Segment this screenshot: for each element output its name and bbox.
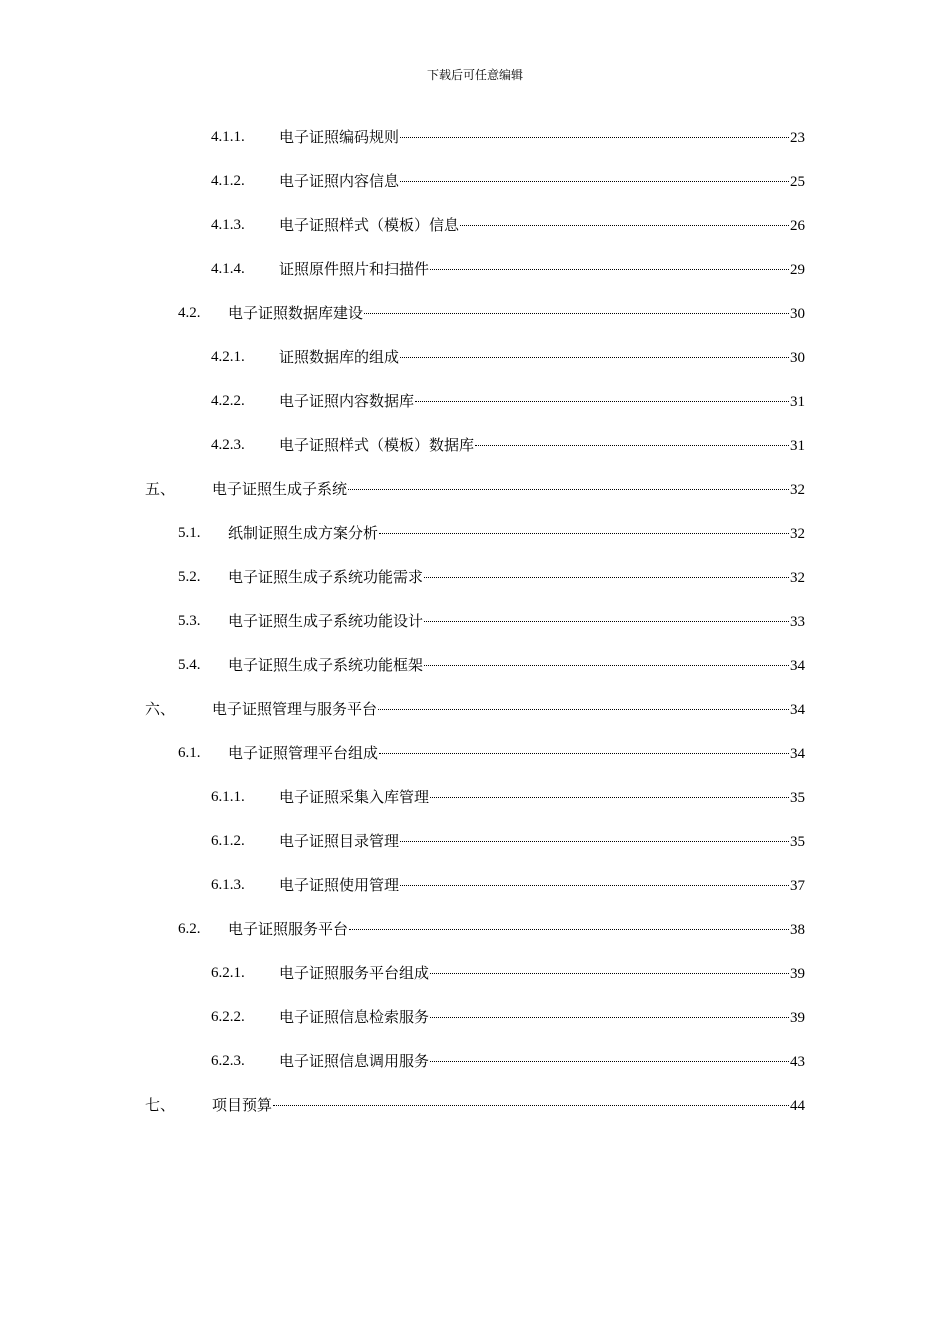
toc-entry-number: 6.2. [178,921,201,937]
toc-entry-line [279,170,805,193]
toc-entry[interactable] [0,126,950,170]
toc-entry-page-number: 33 [790,614,805,630]
dot-leader [430,973,789,974]
toc-entry-line [212,698,805,721]
toc-entry-title: 项目预算 [212,1096,273,1114]
toc-entry-page-number: 26 [790,218,805,234]
toc-entry[interactable] [0,170,950,214]
toc-entry-number: 4.1.1. [211,129,245,145]
toc-entry-number: 5.4. [178,657,201,673]
dot-leader [400,137,789,138]
toc-entry-title: 电子证照使用管理 [279,876,400,894]
dot-leader [349,929,789,930]
toc-entry-number: 4.1.2. [211,173,245,189]
toc-entry-page-number: 31 [790,394,805,410]
dot-leader [273,1105,789,1106]
toc-entry-line [228,610,805,633]
toc-entry-page-number: 29 [790,262,805,278]
toc-entry-page-number: 25 [790,174,805,190]
toc-entry[interactable] [0,522,950,566]
toc-entry-number: 5.3. [178,613,201,629]
toc-entry[interactable] [0,698,950,742]
toc-entry-line [228,654,805,677]
toc-entry-page-number: 31 [790,438,805,454]
dot-leader [379,533,789,534]
toc-entry-page-number: 23 [790,130,805,146]
toc-entry-title: 电子证照服务平台 [228,920,349,938]
toc-entry-page-number: 32 [790,570,805,586]
toc-entry[interactable] [0,390,950,434]
toc-entry-title: 电子证照生成子系统功能设计 [228,612,424,630]
toc-entry-number: 6.2.1. [211,965,245,981]
toc-entry-number: 4.2. [178,305,201,321]
toc-entry-number: 6.2.3. [211,1053,245,1069]
toc-entry-title: 电子证照服务平台组成 [279,964,430,982]
toc-entry-number: 七、 [145,1096,176,1114]
toc-entry-page-number: 35 [790,790,805,806]
toc-entry[interactable] [0,654,950,698]
toc-entry-line [228,302,805,325]
dot-leader [424,665,789,666]
dot-leader [400,181,789,182]
dot-leader [400,841,789,842]
dot-leader [430,797,789,798]
toc-entry[interactable] [0,1094,950,1138]
toc-entry-title: 电子证照生成子系统功能框架 [228,656,424,674]
dot-leader [424,621,789,622]
toc-entry-line [279,830,805,853]
toc-entry-title: 电子证照信息检索服务 [279,1008,430,1026]
toc-entry[interactable] [0,1006,950,1050]
toc-entry-line [279,126,805,149]
toc-entry-line [279,258,805,281]
toc-entry-page-number: 34 [790,658,805,674]
toc-entry-title: 电子证照目录管理 [279,832,400,850]
toc-entry-title: 电子证照生成子系统 [212,480,348,498]
toc-entry-title: 电子证照信息调用服务 [279,1052,430,1070]
dot-leader [430,1017,789,1018]
toc-entry-number: 6.1. [178,745,201,761]
toc-entry-line [279,1006,805,1029]
dot-leader [400,885,789,886]
toc-entry-line [279,346,805,369]
dot-leader [430,269,789,270]
dot-leader [379,753,789,754]
toc-entry-title: 证照数据库的组成 [279,348,400,366]
toc-entry[interactable] [0,566,950,610]
toc-entry-title: 电子证照采集入库管理 [279,788,430,806]
toc-entry-title: 电子证照管理与服务平台 [212,700,378,718]
toc-entry-title: 电子证照数据库建设 [228,304,364,322]
table-of-contents [0,126,950,1138]
page-header: 下载后可任意编辑 [426,68,523,82]
toc-entry-line [228,566,805,589]
toc-entry[interactable] [0,610,950,654]
toc-entry-title: 电子证照内容信息 [279,172,400,190]
toc-entry-page-number: 34 [790,702,805,718]
toc-entry[interactable] [0,214,950,258]
toc-entry-line [279,962,805,985]
toc-entry[interactable] [0,478,950,522]
toc-entry[interactable] [0,918,950,962]
toc-entry-line [228,742,805,765]
toc-entry-title: 电子证照样式（模板）数据库 [279,436,475,454]
toc-entry-number: 4.1.3. [211,217,245,233]
toc-entry-title: 电子证照生成子系统功能需求 [228,568,424,586]
toc-entry-number: 4.2.2. [211,393,245,409]
toc-entry-number: 4.2.1. [211,349,245,365]
toc-entry-line [279,214,805,237]
toc-entry-line [212,478,805,501]
toc-entry-number: 4.2.3. [211,437,245,453]
toc-entry-number: 5.1. [178,525,201,541]
toc-entry-line [228,918,805,941]
dot-leader [378,709,789,710]
toc-entry[interactable] [0,742,950,786]
toc-entry-page-number: 37 [790,878,805,894]
toc-entry[interactable] [0,830,950,874]
dot-leader [424,577,789,578]
toc-entry[interactable] [0,786,950,830]
dot-leader [348,489,789,490]
toc-entry-page-number: 43 [790,1054,805,1070]
dot-leader [475,445,789,446]
toc-entry[interactable] [0,258,950,302]
toc-entry-line [279,874,805,897]
dot-leader [415,401,789,402]
toc-entry-number: 6.1.1. [211,789,245,805]
toc-entry[interactable] [0,302,950,346]
toc-entry-number: 4.1.4. [211,261,245,277]
toc-entry-number: 6.2.2. [211,1009,245,1025]
toc-entry-page-number: 34 [790,746,805,762]
toc-entry-page-number: 39 [790,966,805,982]
toc-entry-page-number: 44 [790,1098,805,1114]
toc-entry[interactable] [0,874,950,918]
dot-leader [364,313,789,314]
dot-leader [460,225,789,226]
toc-entry-page-number: 30 [790,350,805,366]
toc-entry-title: 证照原件照片和扫描件 [279,260,430,278]
toc-entry-title: 电子证照编码规则 [279,128,400,146]
toc-entry-line [279,1050,805,1073]
toc-entry-page-number: 39 [790,1010,805,1026]
toc-entry-line [279,786,805,809]
toc-entry-number: 五、 [145,480,176,498]
toc-entry-title: 电子证照样式（模板）信息 [279,216,460,234]
toc-entry-page-number: 35 [790,834,805,850]
toc-entry[interactable] [0,434,950,478]
toc-entry-title: 电子证照内容数据库 [279,392,415,410]
toc-entry-page-number: 32 [790,482,805,498]
toc-entry[interactable] [0,962,950,1006]
toc-entry-number: 5.2. [178,569,201,585]
dot-leader [400,357,789,358]
toc-entry-title: 电子证照管理平台组成 [228,744,379,762]
toc-entry[interactable] [0,1050,950,1094]
dot-leader [430,1061,789,1062]
toc-entry[interactable] [0,346,950,390]
toc-entry-number: 6.1.2. [211,833,245,849]
toc-entry-page-number: 30 [790,306,805,322]
toc-entry-number: 六、 [145,700,176,718]
toc-entry-line [279,390,805,413]
toc-entry-line [228,522,805,545]
toc-entry-page-number: 38 [790,922,805,938]
toc-entry-page-number: 32 [790,526,805,542]
toc-entry-number: 6.1.3. [211,877,245,893]
toc-entry-line [279,434,805,457]
toc-entry-title: 纸制证照生成方案分析 [228,524,379,542]
toc-entry-line [212,1094,805,1117]
